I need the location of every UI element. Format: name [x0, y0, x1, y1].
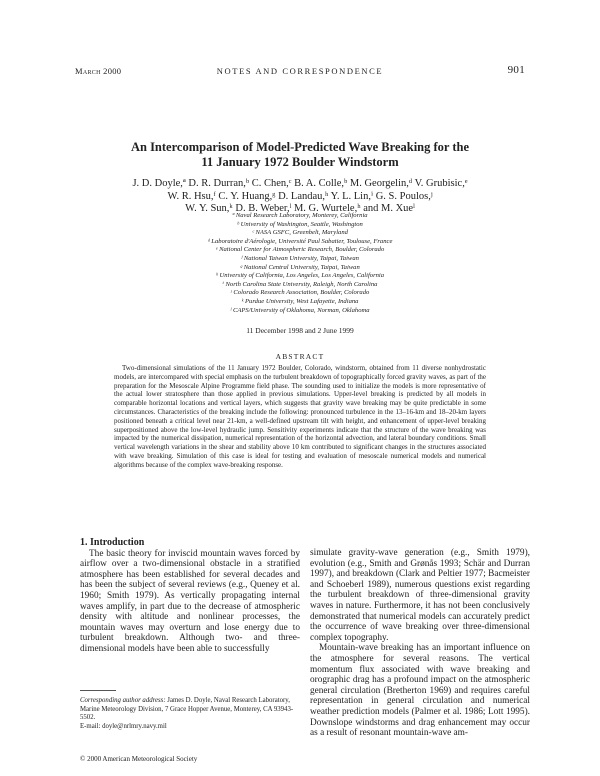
received-dates: 11 December 1998 and 2 June 1999 [246, 326, 354, 335]
left-column [80, 538, 300, 655]
affiliation: ᵈ Laboratoire d'Aérologie, Université Paul Sabatier, Toulouse, France [207, 237, 393, 245]
footnote-rule [80, 690, 116, 691]
header-date: March 2000 [75, 66, 122, 76]
page-number: 901 [507, 64, 525, 76]
affiliation: ˡ CAPS/University of Oklahoma, Norman, Oklahoma [230, 306, 370, 314]
affiliation: ʰ University of California, Los Angeles, Los Angeles, California [215, 272, 385, 280]
title-line-1: An Intercomparison of Model-Predicted Wave Breaking for the [130, 140, 470, 154]
intro-paragraph: The basic theory for inviscid mountain waves forced by airflow over a two-dimensional obstacle in a stratified atmosphere has been established for several decades and has been the subject of several reviews (e.g., Queney et al. 1960; Smith 1979). As vertically propagating internal waves amplify, in part due to the decrease of atmospheric density with altitude and nonlinear processes, the mountain waves may overturn and lose energy due to turbulent breakdown. Although two- and three-dimensional models have been able to successfully [80, 548, 300, 654]
intro-paragraph: simulate gravity-wave generation (e.g., Smith 1979), evolution (e.g., Smith and Grønås 1993; Schär and Durran 1997), and breakdown (Clark and Peltier 1977; Bacmeister and Schoeberl 1989), numerous questions exist regarding the turbulent breakdown of three-dimensional gravity waves in nature. Furthermore, it has not been conclusively demonstrated that numerical models can accurately predict the occurrence of wave breaking over three-dimensional complex topography. [310, 548, 530, 643]
affiliation: ⁱ North Carolina State University, Raleigh, North Carolina [222, 280, 378, 288]
abstract-heading: ABSTRACT [275, 352, 325, 361]
authors-line-2: W. R. Hsu,ᶠ C. Y. Huang,ᵍ D. Landau,ʰ Y. L. Lin,ⁱ G. S. Poulos,ʲ [167, 190, 433, 202]
intro-paragraph: Mountain-wave breaking has an important influence on the atmosphere for several reasons. The vertical momentum flux associated with wave breaking and orographic drag has a profound impact on the atmospheric general circulation (Bretherton 1969) and requires careful representation in general circulation and numerical weather prediction models (Palmer et al. 1986; Lott 1995). Downslope windstorms and drag enhancement may occur as a result of resonant mountain-wave am- [310, 643, 530, 739]
affiliation: ᵇ University of Washington, Seattle, Washington [237, 220, 363, 228]
affiliation: ᵏ Purdue University, West Lafayette, Indiana [241, 297, 359, 305]
abstract-text: Two-dimensional simulations of the 11 January 1972 Boulder, Colorado, windstorm, obtained from 11 diverse nonhydrostatic models, are intercompared with special emphasis on the turbulent breakdown of topographically forced gravity waves, as part of the preparation for the Mesoscale Alpine Programme field phase. The sounding used to initialize the models is more representative of the actual lower stratosphere than those applied in previous simulations. Upper-level breaking is predicted by all models in comparable horizontal locations and vertical layers, which suggests that gravity wave breaking may be quite predictable in some circumstances. Characteristics of the breaking include the following: pronounced turbulence in the 13–16-km and 18–20-km layers positioned beneath a critical level near 21-km, a well-defined upstream tilt with height, and enhancement of upper-level breaking superpositioned above the low-level hydraulic jump. Sensitivity experiments indicate that the structure of the wave breaking was impacted by the numerical dissipation, numerical representation of the horizontal advection, and lateral boundary conditions. Small vertical wavelength variations in the shear and stability above 10 km contributed to significant changes in the structures associated with wave breaking. Simulation of this case is ideal for testing and evaluation of mesoscale numerical models and numerical algorithms because of the complex wave-breaking response. [114, 364, 486, 469]
affiliation: ᶠ National Taiwan University, Taipai, Taiwan [241, 254, 359, 262]
footnote-label: Corresponding author address: [80, 697, 166, 704]
affiliation: ᶜ NASA GSFC, Greenbelt, Maryland [252, 229, 348, 237]
copyright-notice: © 2000 American Meteorological Society [80, 755, 198, 763]
affiliation: ª Naval Research Laboratory, Monterey, California [232, 212, 368, 219]
affiliations [100, 212, 500, 315]
corresponding-author-footnote [80, 697, 300, 731]
authors-line-3: W. Y. Sun,ᵏ D. B. Weber,ˡ M. G. Wurtele,ʰ and M. Xueˡ [185, 203, 415, 214]
affiliation: ᵍ National Central University, Taipai, Taiwan [240, 263, 360, 271]
paper-title [100, 140, 500, 170]
author-list [100, 178, 500, 216]
header-section: NOTES AND CORRESPONDENCE [216, 66, 384, 76]
footnote-address: James D. Doyle, Naval Research Laboratory, Marine Meteorology Division, 7 Grace Hopper Avenue, Monterey, CA 93943-5502. [80, 697, 294, 722]
right-column [310, 548, 530, 739]
title-line-2: 11 January 1972 Boulder Windstorm [201, 155, 399, 169]
section-heading: 1. Introduction [80, 537, 145, 548]
authors-line-1: J. D. Doyle,ª D. R. Durran,ᵇ C. Chen,ᶜ B. A. Colle,ᵇ M. Georgelin,ᵈ V. Grubisic,ᵉ [132, 178, 468, 189]
affiliation: ᵉ National Center for Atmospheric Research, Boulder, Colorado [215, 246, 385, 254]
footnote-email: E-mail: doyle@nrlmry.navy.mil [80, 722, 167, 730]
running-header [75, 64, 525, 78]
affiliation: ʲ Colorado Research Association, Boulder, Colorado [230, 289, 370, 297]
